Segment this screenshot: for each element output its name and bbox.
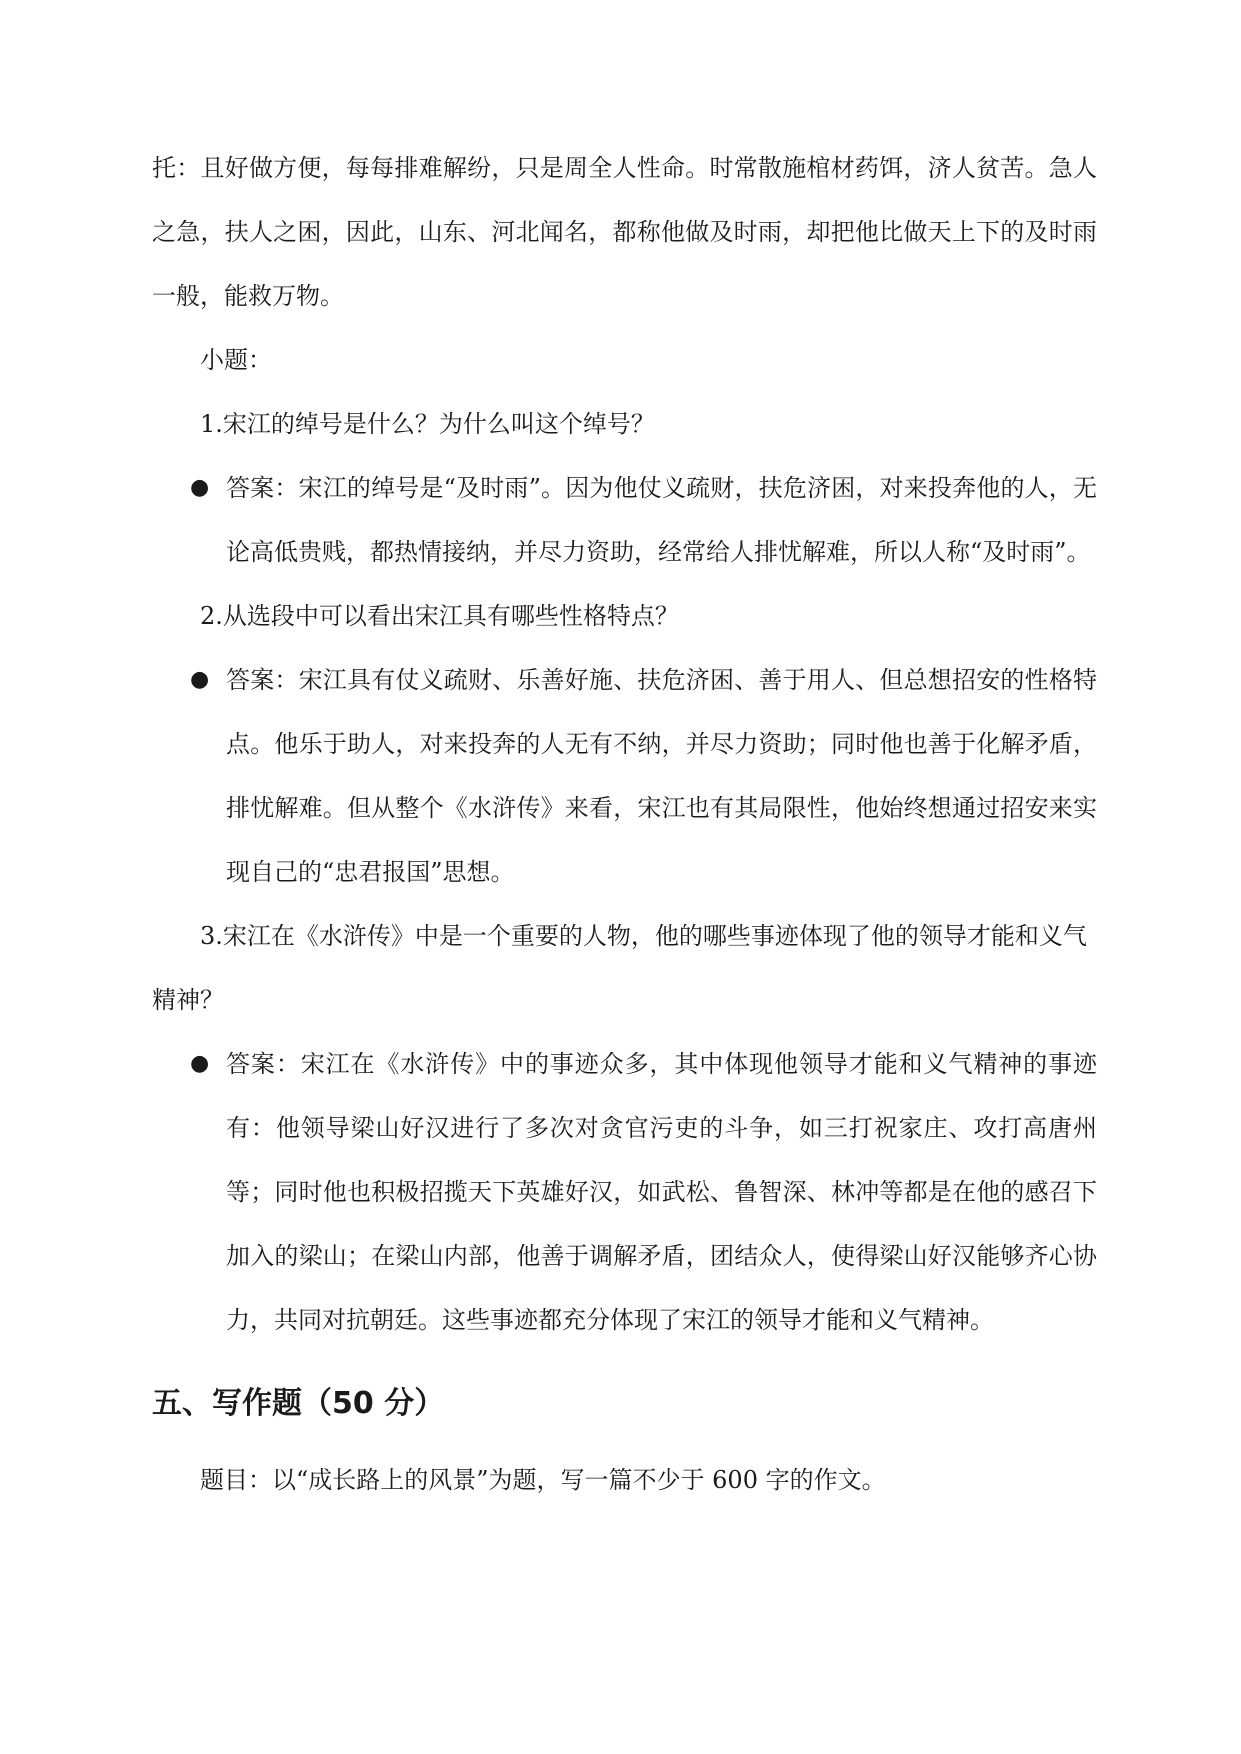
writing-topic: 题目：以“成长路上的风景”为题，写一篇不少于 600 字的作文。 bbox=[200, 1466, 886, 1494]
page-content bbox=[152, 136, 1097, 1512]
answer-1-text: 答案：宋江的绰号是“及时雨”。因为他仗义疏财，扶危济困，对来投奔他的人，无论高低贵贱，都热情接纳，并尽力资助，经常给人排忧解难，所以人称“及时雨”。 bbox=[226, 474, 1097, 566]
question-block-1 bbox=[152, 392, 1097, 584]
question-block-3 bbox=[152, 904, 1097, 1352]
question-2: 2.从选段中可以看出宋江具有哪些性格特点？ bbox=[200, 602, 679, 630]
question-1: 1.宋江的绰号是什么？为什么叫这个绰号？ bbox=[200, 410, 655, 438]
passage-text: 托：且好做方便，每每排难解纷，只是周全人性命。时常散施棺材药饵，济人贫苦。急人之急，扶人之困，因此，山东、河北闻名，都称他做及时雨，却把他比做天上下的及时雨一般，能救万物。 bbox=[152, 154, 1097, 310]
answer-3-text: 答案：宋江在《水浒传》中的事迹众多，其中体现他领导才能和义气精神的事迹有：他领导梁山好汉进行了多次对贪官污吏的斗争，如三打祝家庄、攻打高唐州等；同时他也积极招揽天下英雄好汉，如武松、鲁智深、林冲等都是在他的感召下加入的梁山；在梁山内部，他善于调解矛盾，团结众人，使得梁山好汉能够齐心协力，共同对抗朝廷。这些事迹都充分体现了宋江的领导才能和义气精神。 bbox=[226, 1050, 1097, 1334]
bullet-icon: ● bbox=[190, 667, 210, 692]
question-block-2 bbox=[152, 584, 1097, 904]
writing-section-heading: 五、写作题（50 分） bbox=[152, 1386, 445, 1421]
answer-3 bbox=[190, 1032, 1097, 1352]
bullet-icon: ● bbox=[190, 475, 210, 500]
answer-2 bbox=[190, 648, 1097, 904]
bullet-icon: ● bbox=[190, 1051, 210, 1076]
subquestions-label: 小题： bbox=[200, 346, 272, 374]
question-3: 3.宋江在《水浒传》中是一个重要的人物，他的哪些事迹体现了他的领导才能和义气精神？ bbox=[152, 922, 1087, 1014]
answer-2-text: 答案：宋江具有仗义疏财、乐善好施、扶危济困、善于用人、但总想招安的性格特点。他乐于助人，对来投奔的人无有不纳，并尽力资助；同时他也善于化解矛盾，排忧解难。但从整个《水浒传》来看，宋江也有其局限性，他始终想通过招安来实现自己的“忠君报国”思想。 bbox=[226, 666, 1097, 886]
answer-1 bbox=[190, 456, 1097, 584]
